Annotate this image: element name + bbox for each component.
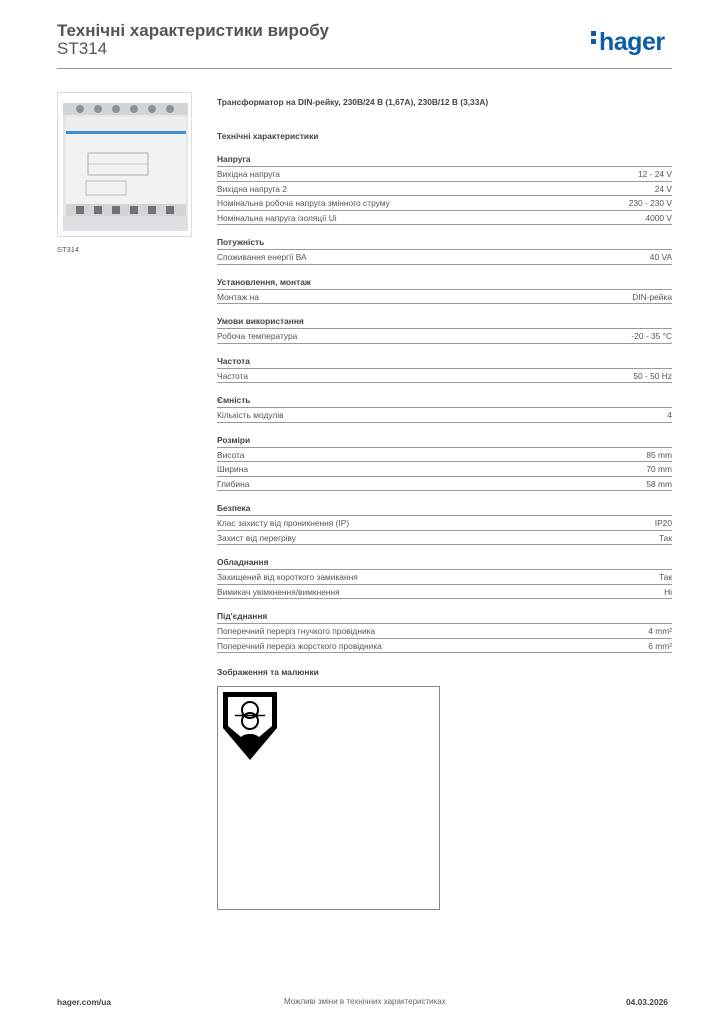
spec-group-title: Під'єднання: [217, 611, 672, 624]
spec-group: [217, 356, 672, 384]
spec-value: IP20: [654, 518, 672, 528]
spec-group-title: Установлення, монтаж: [217, 277, 672, 290]
spec-value: 12 - 24 V: [638, 169, 672, 179]
spec-label: Поперечний переріз гнучкого провідника: [217, 626, 376, 636]
safety-transformer-symbol-icon: [221, 690, 279, 762]
spec-label: Частота: [217, 370, 249, 381]
spec-label: Споживання енергії ВА: [217, 252, 307, 262]
spec-row: [217, 531, 672, 546]
spec-label: Робоча температура: [217, 331, 298, 341]
product-description: Трансформатор на DIN-рейку, 230В/24 В (1,67А), 230В/12 В (3,33А): [217, 97, 489, 107]
spec-value: 58 mm: [646, 478, 672, 489]
product-code: ST314: [57, 39, 108, 58]
spec-value: DIN-рейка: [632, 291, 672, 302]
spec-value: 4: [667, 410, 672, 420]
spec-label: Глибина: [217, 478, 250, 489]
spec-label: Вихідна напруга 2: [217, 183, 287, 194]
spec-group-title: Обладнання: [217, 557, 672, 570]
spec-row: [217, 408, 672, 423]
spec-row: [217, 196, 672, 211]
spec-row: [217, 250, 672, 265]
spec-label: Клас захисту від проникнення (IP): [217, 518, 350, 528]
spec-label: Захищений від короткого замикання: [217, 572, 358, 582]
spec-label: Номінальна робоча напруга змінного струму: [217, 198, 390, 208]
spec-value: 40 VA: [649, 252, 672, 262]
spec-row: [217, 477, 672, 492]
spec-value: Ні: [664, 586, 672, 597]
spec-section-heading: Технічні характеристики: [217, 131, 319, 141]
spec-row: [217, 624, 672, 639]
spec-row: [217, 639, 672, 654]
spec-row: [217, 182, 672, 197]
spec-label: Кількість модулів: [217, 410, 284, 420]
spec-row: [217, 167, 672, 182]
spec-value: 85 mm: [646, 449, 672, 460]
spec-group-title: Безпека: [217, 503, 672, 516]
spec-label: Висота: [217, 449, 245, 460]
spec-value: 50 - 50 Hz: [633, 370, 672, 381]
drawing-frame: [217, 686, 440, 910]
spec-group: [217, 237, 672, 265]
spec-group-title: Частота: [217, 356, 672, 369]
spec-value: -20 - 35 °C: [631, 331, 672, 341]
spec-group-title: Розміри: [217, 435, 672, 448]
logo-text: hager: [599, 28, 665, 56]
images-section-heading: Зображення та малюнки: [217, 667, 319, 677]
spec-row: [217, 448, 672, 463]
spec-row: [217, 369, 672, 384]
spec-row: [217, 570, 672, 585]
spec-group: [217, 154, 672, 225]
spec-row: [217, 290, 672, 305]
page-title: Технічні характеристики виробу: [57, 21, 329, 40]
spec-group: [217, 435, 672, 492]
footer-date: 04.03.2026: [626, 997, 668, 1007]
spec-value: 24 V: [654, 183, 672, 194]
hager-logo: [591, 28, 665, 57]
spec-value: 4 mm²: [648, 626, 672, 636]
spec-label: Монтаж на: [217, 291, 259, 302]
spec-group-title: Умови використання: [217, 316, 672, 329]
transformer-device-image: [58, 93, 192, 237]
spec-value: 4000 V: [645, 212, 672, 223]
product-photo: [57, 92, 192, 237]
spec-group: [217, 316, 672, 344]
spec-label: Номінальна напруга ізоляції Ui: [217, 212, 337, 223]
spec-group-title: Ємність: [217, 395, 672, 408]
spec-group: [217, 277, 672, 305]
spec-label: Вихідна напруга: [217, 169, 280, 179]
spec-group-title: Потужність: [217, 237, 672, 250]
footer-website: hager.com/ua: [57, 997, 111, 1007]
spec-label: Поперечний переріз жорсткого провідника: [217, 640, 382, 651]
spec-row: [217, 462, 672, 477]
spec-row: [217, 516, 672, 531]
header-divider: [57, 68, 672, 69]
logo-dots-icon: [591, 31, 597, 47]
spec-group-title: Напруга: [217, 154, 672, 167]
spec-row: [217, 329, 672, 344]
spec-row: [217, 211, 672, 226]
spec-value: 70 mm: [646, 464, 672, 474]
spec-group: [217, 395, 672, 423]
spec-label: Вимикач увімкнення/вимкнення: [217, 586, 340, 597]
spec-label: Ширина: [217, 464, 248, 474]
photo-caption: ST314: [57, 245, 80, 254]
spec-value: 6 mm²: [648, 640, 672, 651]
spec-group: [217, 503, 672, 545]
spec-group: [217, 611, 672, 653]
spec-value: Так: [658, 572, 672, 582]
footer-notice: Можливі зміни в технічних характеристиках: [284, 997, 446, 1006]
spec-row: [217, 585, 672, 600]
spec-label: Захист від перегріву: [217, 532, 296, 543]
spec-group: [217, 557, 672, 599]
spec-value: Так: [658, 532, 672, 543]
spec-table: [217, 154, 672, 665]
spec-value: 230 - 230 V: [628, 198, 672, 208]
